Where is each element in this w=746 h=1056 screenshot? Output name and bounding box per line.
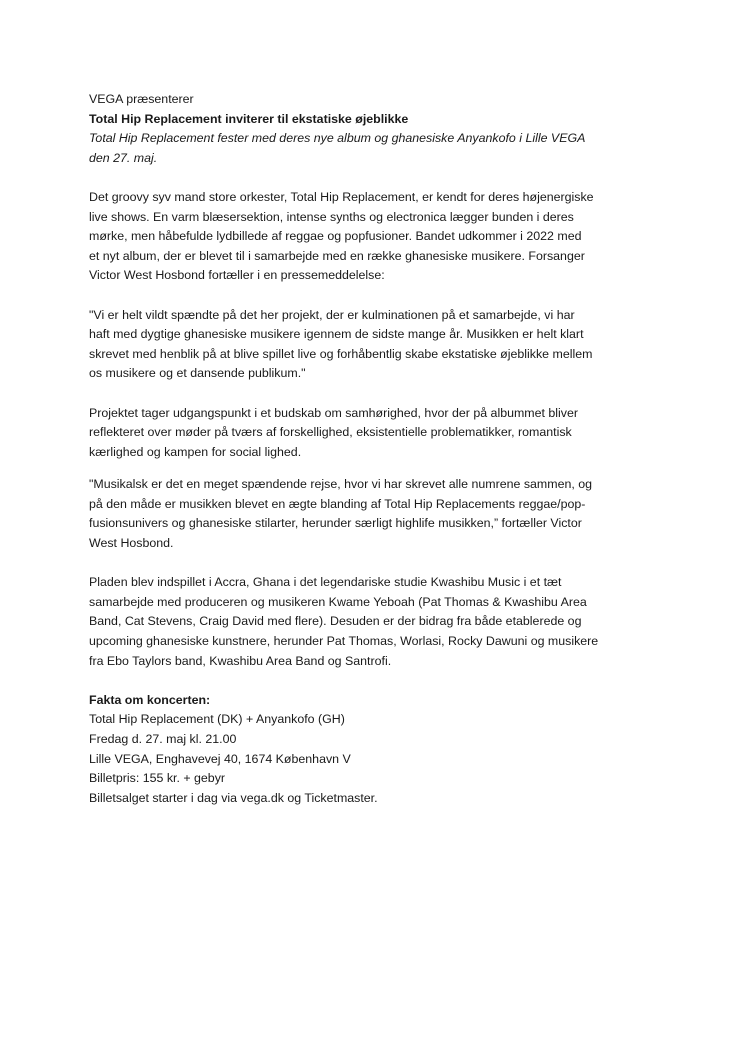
paragraph-quote-2: [89, 475, 669, 553]
facts-line: Fredag d. 27. maj kl. 21.00: [89, 732, 237, 746]
paragraph-line: reflekteret over møder på tværs af forskellighed, eksistentielle problematikker, romantisk: [89, 425, 572, 440]
paragraph-line: samarbejde med produceren og musikeren Kwame Yeboah (Pat Thomas & Kwashibu Area: [89, 594, 587, 609]
header-block: [89, 90, 669, 168]
paragraph-line: Pladen blev indspillet i Accra, Ghana i det legendariske studie Kwashibu Music i et tæt: [89, 575, 562, 590]
paragraph-quote-1: [89, 306, 669, 384]
paragraph-line: kærlighed og kampen for social lighed.: [89, 444, 302, 459]
paragraph-line: et nyt album, der er blevet til i samarbejde med en række ghanesiske musikere. Forsanger: [89, 248, 585, 263]
paragraph-line: os musikere og et dansende publikum.": [89, 366, 306, 381]
presenter-line: VEGA præsenterer: [89, 92, 194, 106]
paragraph-line: fusionsunivers og ghanesiske stilarter, herunder særligt highlife musikken,” fortæller Victor: [89, 516, 582, 531]
paragraph-line: Band, Cat Stevens, Craig David med flere). Desuden er der bidrag fra både etablerede og: [89, 614, 582, 629]
facts-line: Billetpris: 155 kr. + gebyr: [89, 771, 226, 786]
paragraph-line: fra Ebo Taylors band, Kwashibu Area Band og Santrofi.: [89, 653, 392, 668]
headline: Total Hip Replacement inviterer til ekstatiske øjeblikke: [89, 111, 409, 126]
paragraph-line: skrevet med henblik på at blive spillet live og forhåbentlig skabe ekstatiske øjeblikke mellem: [89, 346, 593, 361]
paragraph-line: live shows. En varm blæsersektion, intense synths og electronica lægger bunden i deres: [89, 209, 574, 224]
facts-heading: Fakta om koncerten:: [89, 692, 211, 707]
paragraph-intro: [89, 188, 669, 286]
paragraph-line: "Musikalsk er det en meget spændende rejse, hvor vi har skrevet alle numrene sammen, og: [89, 477, 593, 492]
press-release-document: [89, 90, 669, 808]
paragraph-line: "Vi er helt vildt spændte på det her projekt, der er kulminationen på et samarbejde, vi har: [89, 307, 575, 322]
paragraph-line: Det groovy syv mand store orkester, Total Hip Replacement, er kendt for deres højenergiske: [89, 189, 594, 204]
paragraph-line: haft med dygtige ghanesiske musikere igennem de sidste mange år. Musikken er helt klart: [89, 327, 584, 342]
facts-line: Total Hip Replacement (DK) + Anyankofo (GH): [89, 712, 345, 727]
paragraph-line: West Hosbond.: [89, 536, 174, 551]
paragraph-line: Projektet tager udgangspunkt i et budskab om samhørighed, hvor der på albummet bliver: [89, 405, 579, 420]
paragraph-line: på den måde er musikken blevet en ægte blanding af Total Hip Replacements reggae/pop-: [89, 496, 586, 511]
paragraph-line: upcoming ghanesiske kunstnere, herunder Pat Thomas, Worlasi, Rocky Dawuni og musikere: [89, 634, 599, 649]
paragraph-project: [89, 404, 669, 463]
facts-line: Billetsalget starter i dag via vega.dk og Ticketmaster.: [89, 790, 378, 805]
subheadline-line: Total Hip Replacement fester med deres nye album og ghanesiske Anyankofo i Lille VEGA: [89, 131, 586, 146]
facts-block: [89, 691, 669, 809]
paragraph-recording: [89, 573, 669, 671]
paragraph-line: Victor West Hosbond fortæller i en pressemeddelelse:: [89, 268, 385, 283]
paragraph-line: mørke, men håbefulde lydbillede af reggae og popfusioner. Bandet udkommer i 2022 med: [89, 229, 582, 244]
facts-line: Lille VEGA, Enghavevej 40, 1674 København V: [89, 751, 351, 766]
subheadline-line: den 27. maj.: [89, 150, 158, 165]
